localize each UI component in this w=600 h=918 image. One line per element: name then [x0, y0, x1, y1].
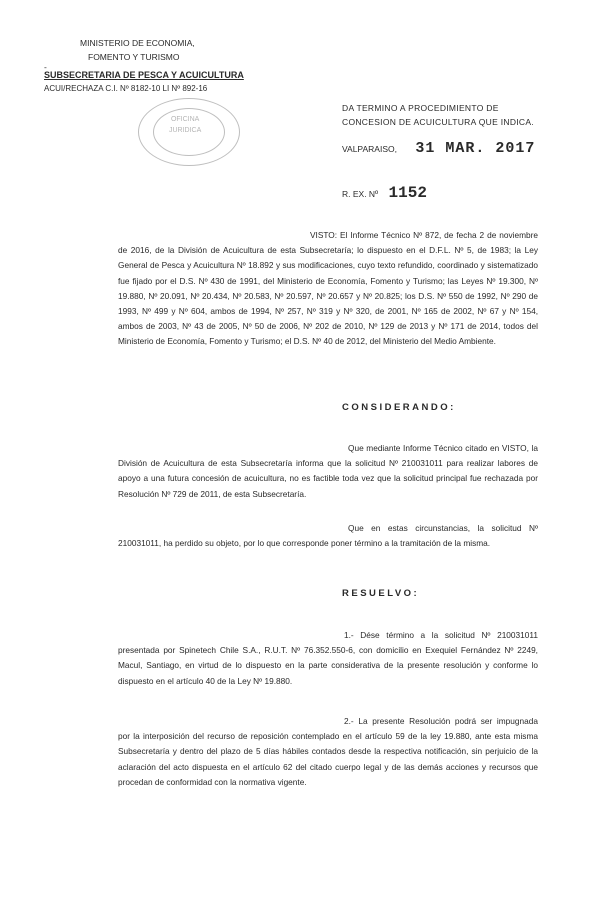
- resuelvo-paragraph-2: 2.- La presente Resolución podrá ser impugnada por la interposición del recurso de reposición contemplado en el artículo 59 de la ley 19.880, ante esta misma Subsecretaría y dentro del plazo de 5 días hábiles contados desde la respectiva notificación, sin perjuicio de la aclaración del acto dispuesta en el artículo 62 del citado cuerpo legal y de las demás acciones y recursos que procedan de conformidad con la normativa vigente.: [118, 716, 538, 787]
- resolution-title-line-1: DA TERMINO A PROCEDIMIENTO DE: [342, 103, 499, 113]
- stamp-line-1: OFICINA: [170, 116, 200, 123]
- header-bullet: -: [44, 62, 47, 72]
- date-city: VALPARAISO,: [342, 144, 397, 154]
- oficina-juridica-stamp: [138, 98, 240, 166]
- resolution-prefix: R. EX. Nº: [342, 189, 379, 199]
- visto-paragraph: VISTO: El Informe Técnico Nº 872, de fecha 2 de noviembre de 2016, de la División de Acuicultura de esta Subsecretaría; lo dispuesto en el D.F.L. Nº 5, de 1983; la Ley General de Pesca y Acuicultura Nº 18.892 y sus modificaciones, cuyo texto refundido, coordinado y sistematizado fue fijado por el D.S. Nº 430 de 1991, del Ministerio de Economía, Fomento y Turismo; las Leyes Nº 19.300, Nº 19.880, Nº 20.091, Nº 20.434, Nº 20.583, Nº 20.597, Nº 20.657 y Nº 20.825; los D.S. Nº 550 de 1992, Nº 290 de 1993, Nº 499 y Nº 604, ambos de 1994, Nº 257, Nº 319 y Nº 320, de 2001, Nº 165 de 2002, Nº 67 y Nº 154, ambos de 2003, Nº 43 de 2005, Nº 50 de 2006, Nº 202 de 2010, Nº 129 de 2013 y Nº 171 de 2014, todos del Ministerio de Economía, Fomento y Turismo; el D.S. Nº 40 de 2012, del Ministerio del Medio Ambiente.: [118, 230, 538, 347]
- subsecretaria-title: SUBSECRETARIA DE PESCA Y ACUICULTURA: [44, 70, 244, 80]
- resolution-number-line: [342, 184, 427, 202]
- resuelvo-heading: RESUELVO:: [342, 588, 420, 599]
- stamp-line-2: JURIDICA: [169, 127, 202, 134]
- resuelvo-paragraph-1: 1.- Dése término a la solicitud Nº 210031011 presentada por Spinetech Chile S.A., R.U.T. Nº 76.352.550-6, con domicilio en Exequiel Fernández Nº 2249, Macul, Santiago, en virtud de lo dispuesto en la parte considerativa de la presente resolución y conforme lo dispuesto en el artículo 40 de la Ley Nº 19.880.: [118, 630, 538, 686]
- considerando-heading: CONSIDERANDO:: [342, 402, 456, 413]
- ministry-line-2: FOMENTO Y TURISMO: [88, 52, 180, 62]
- date-line: [342, 140, 535, 157]
- reference-code: ACUI/RECHAZA C.I. Nº 8182-10 LI Nº 892-16: [44, 84, 208, 93]
- considerando-paragraph-1: Que mediante Informe Técnico citado en VISTO, la División de Acuicultura de esta Subsecretaría informa que la solicitud Nº 210031011 para realizar labores de apoyo a una futura concesión de acuicultura, no es factible toda vez que la solicitud principal fue rechazada por Resolución Nº 729 de 2011, de esta Subsecretaría.: [118, 443, 538, 499]
- resolution-number: 1152: [388, 184, 427, 202]
- date-value: 31 MAR. 2017: [415, 140, 536, 157]
- considerando-paragraph-2: Que en estas circunstancias, la solicitud Nº 210031011, ha perdido su objeto, por lo que corresponde poner término a la tramitación de la misma.: [118, 523, 538, 549]
- ministry-line-1: MINISTERIO DE ECONOMIA,: [80, 38, 195, 48]
- resolution-title-line-2: CONCESION DE ACUICULTURA QUE INDICA.: [342, 117, 535, 127]
